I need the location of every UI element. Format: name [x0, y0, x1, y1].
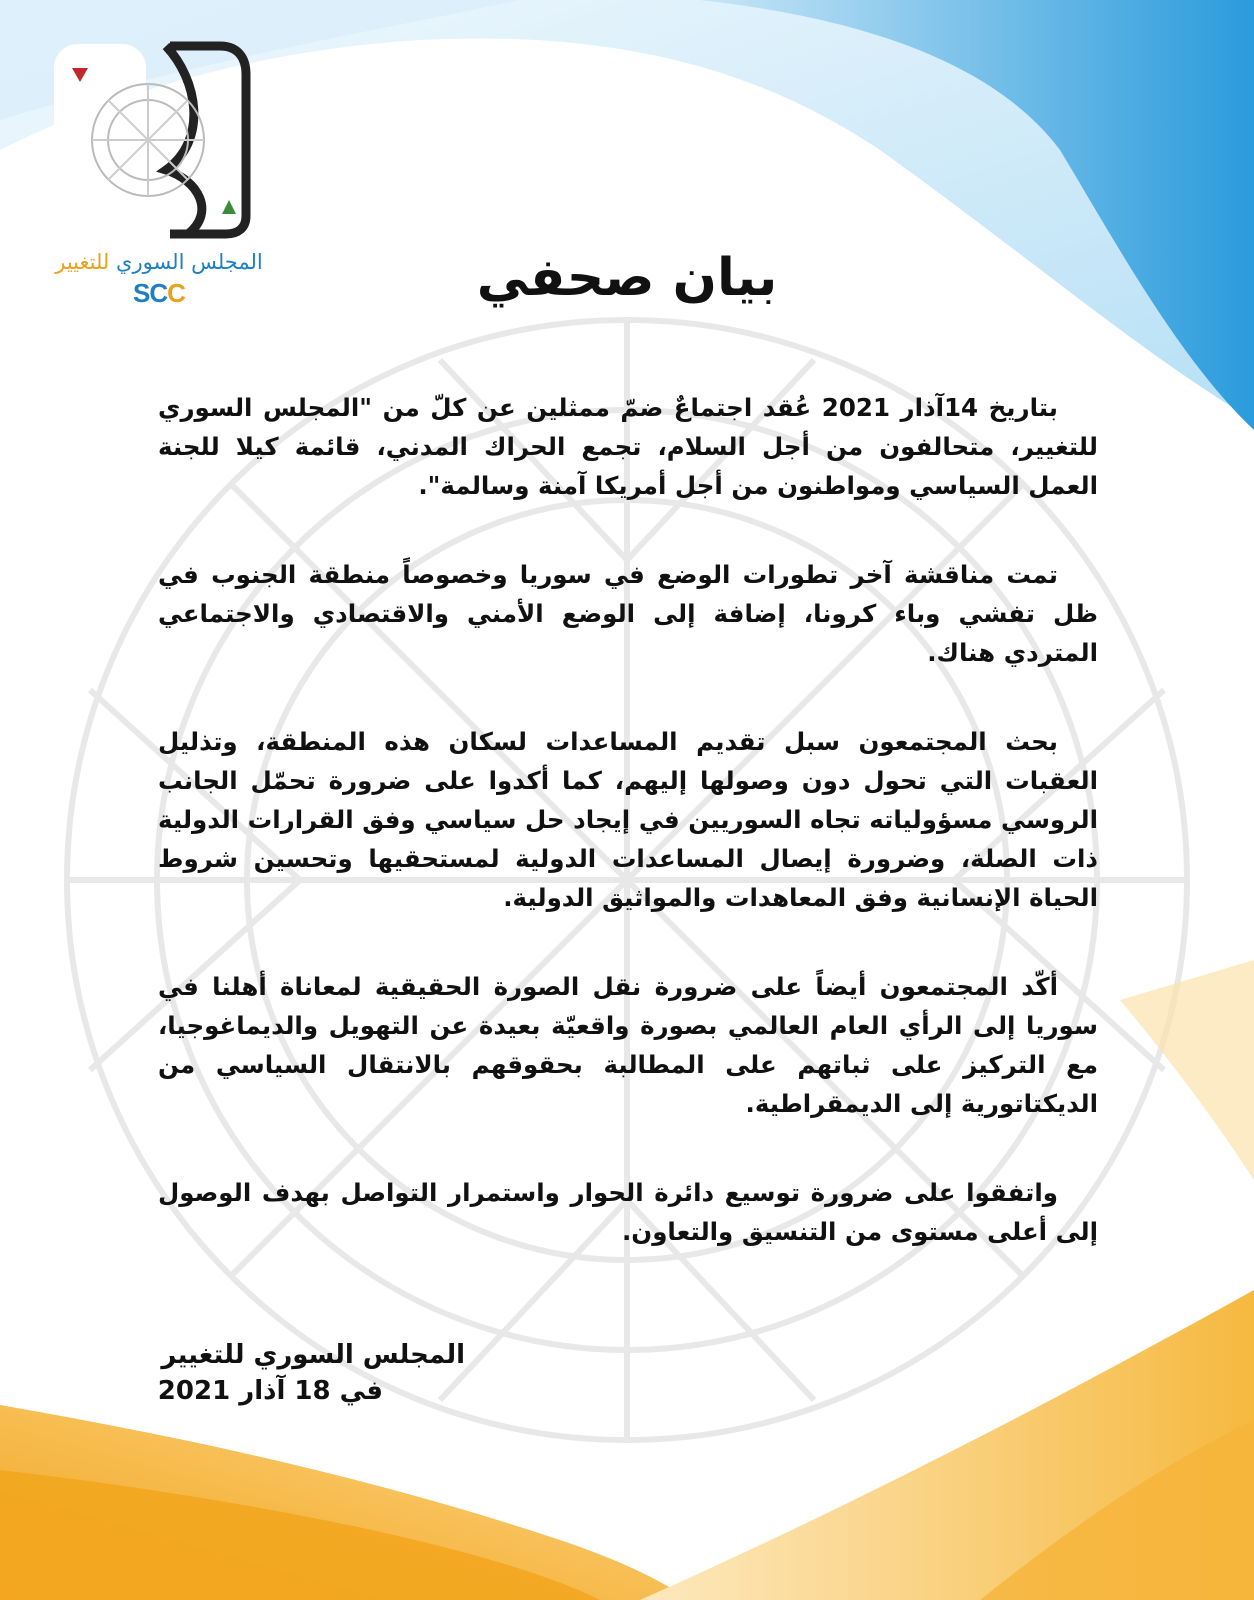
- logo-abbreviation-part1: SC: [133, 278, 168, 308]
- paragraph: تمت مناقشة آخر تطورات الوضع في سوريا وخصوصاً منطقة الجنوب في ظل تفشي وباء كرونا، إضافة إلى الوضع الأمني والاقتصادي والاجتماعي المتردي هناك.: [158, 560, 1098, 667]
- paragraph: أكّد المجتمعون أيضاً على ضرورة نقل الصورة الحقيقية لمعاناة أهلنا في سوريا إلى الرأي العام العالمي بصورة واقعيّة بعيدة عن التهويل والديماغوجيا، مع التركيز على ثباتهم على المطالبة بحقوقهم بالانتقال السياسي من الديكتاتورية إلى الديمقراطية.: [158, 972, 1098, 1118]
- paragraph: واتفقوا على ضرورة توسيع دائرة الحوار واستمرار التواصل بهدف الوصول إلى أعلى مستوى من التنسيق والتعاون.: [158, 1178, 1098, 1246]
- statement-body: [158, 388, 1098, 1301]
- signature-organization: المجلس السوري للتغيير: [161, 1340, 465, 1370]
- logo-name-part1: المجلس السوري: [116, 250, 263, 274]
- logo-abbreviation-part2: C: [167, 278, 185, 308]
- logo-name-part2: للتغيير: [55, 250, 110, 274]
- paragraph: بحث المجتمعون سبل تقديم المساعدات لسكان هذه المنطقة، وتذليل العقبات التي تحول دون وصولها إليهم، كما أكدوا على ضرورة تحمّل الجانب الروسي مسؤولياته تجاه السوريين في إيجاد حل سياسي وفق القرارات الدولية ذات الصلة، وضرورة إيصال المساعدات الدولية لمستحقيها وتحسين شروط الحياة الإنسانية وفق المعاهدات والمواثيق الدولية.: [158, 727, 1098, 912]
- logo-emblem: [48, 40, 270, 250]
- paragraph: بتاريخ 14آذار 2021 عُقد اجتماعٌ ضمّ ممثلين عن كلّ من "المجلس السوري للتغيير، متحالفون من أجل السلام، تجمع الحراك المدني، قائمة كيلا للجنة العمل السياسي ومواطنون من أجل أمريكا آمنة وسالمة".: [158, 393, 1098, 500]
- signature-block: [95, 1340, 465, 1406]
- green-triangle-icon: [222, 200, 236, 214]
- page-title: بيان صحفي: [476, 248, 778, 308]
- signature-date: في 18 آذار 2021: [157, 1376, 383, 1406]
